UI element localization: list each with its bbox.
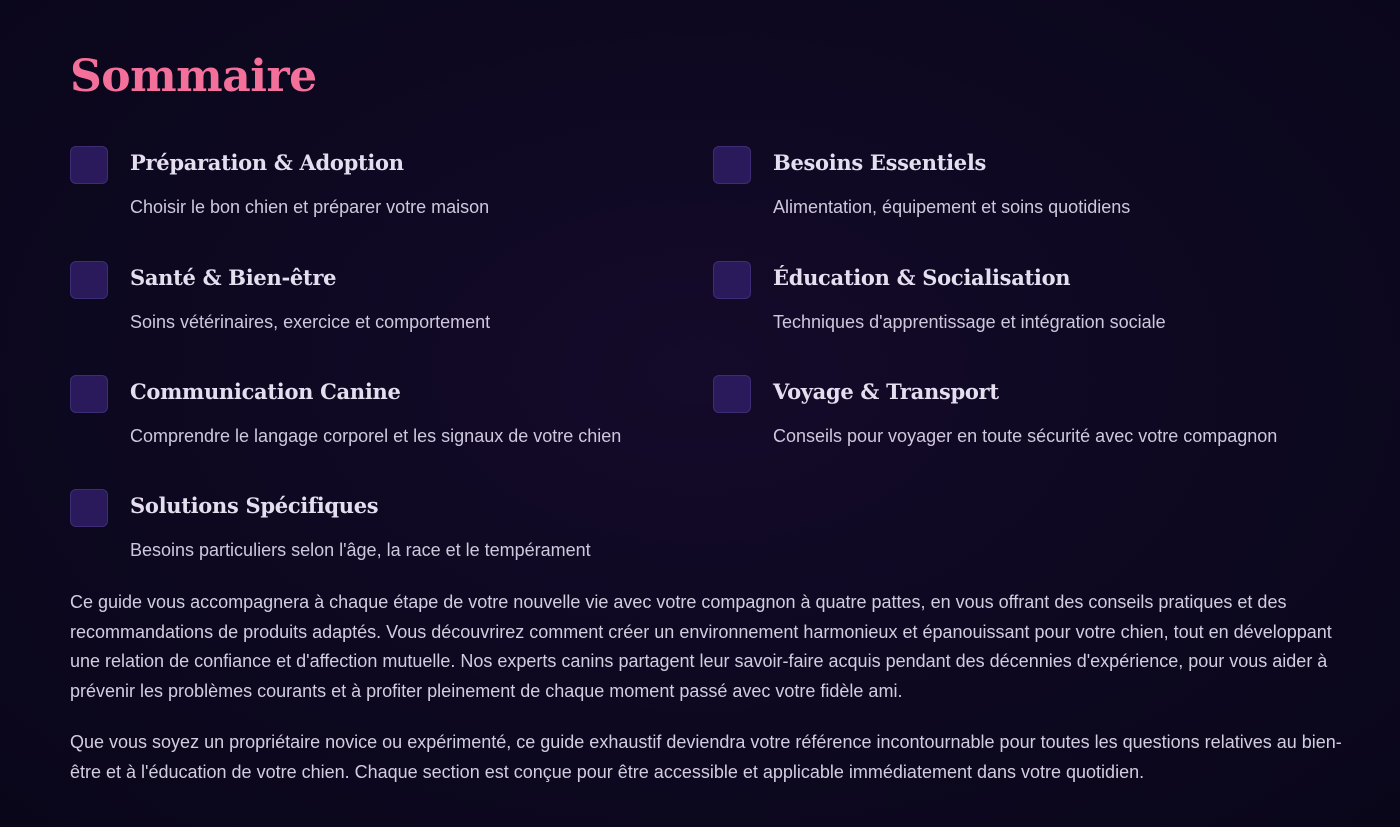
toc-item-title: Voyage & Transport — [773, 379, 999, 404]
toc-item-description: Soins vétérinaires, exercice et comportement — [130, 312, 491, 332]
toc-item-title: Préparation & Adoption — [130, 150, 404, 175]
checkbox[interactable] — [70, 489, 108, 527]
checkbox[interactable] — [713, 375, 751, 413]
checkbox[interactable] — [713, 146, 751, 184]
toc-item-preparation-adoption — [70, 146, 680, 236]
toc-item-description: Alimentation, équipement et soins quotidiens — [773, 197, 1131, 217]
toc-item-title: Communication Canine — [130, 379, 401, 404]
toc-item-title: Éducation & Socialisation — [773, 265, 1071, 290]
toc-item-description: Besoins particuliers selon l'âge, la race et le tempérament — [130, 540, 591, 560]
toc-item-education-socialisation — [713, 261, 1323, 351]
page-title: Sommaire — [70, 51, 317, 102]
toc-item-description: Choisir le bon chien et préparer votre maison — [130, 197, 490, 217]
toc-item-title: Solutions Spécifiques — [130, 493, 379, 518]
toc-item-description: Conseils pour voyager en toute sécurité avec votre compagnon — [773, 426, 1278, 446]
toc-item-title: Besoins Essentiels — [773, 150, 987, 175]
intro-paragraph: Ce guide vous accompagnera à chaque étape de votre nouvelle vie avec votre compagnon à quatre pattes, en vous offrant des conseils pratiques et des recommandations de produits adaptés. Vous découvrirez comment créer un environnement harmonieux et épanouissant pour votre chien, tout en développant une relation de confiance et d'affection mutuelle. Nos experts canins partagent leur savoir-faire acquis pendant des décennies d'expérience, pour vous aider à prévenir les problèmes courants et à profiter pleinement de chaque moment passé avec votre fidèle ami. — [70, 592, 1332, 701]
toc-item-sante-bien-etre — [70, 261, 680, 351]
checkbox[interactable] — [713, 261, 751, 299]
checkbox[interactable] — [70, 261, 108, 299]
checkbox[interactable] — [70, 375, 108, 413]
toc-item-description: Techniques d'apprentissage et intégration sociale — [773, 312, 1166, 332]
intro-paragraph: Que vous soyez un propriétaire novice ou expérimenté, ce guide exhaustif deviendra votre référence incontournable pour toutes les questions relatives au bien-être et à l'éducation de votre chien. Chaque section est conçue pour être accessible et applicable immédiatement dans votre quotidien. — [70, 732, 1342, 782]
toc-item-solutions-specifiques — [70, 489, 680, 579]
checkbox[interactable] — [70, 146, 108, 184]
toc-item-communication-canine — [70, 375, 680, 465]
toc-item-voyage-transport — [713, 375, 1323, 465]
toc-item-besoins-essentiels — [713, 146, 1323, 236]
toc-item-title: Santé & Bien-être — [130, 265, 337, 290]
toc-item-description: Comprendre le langage corporel et les signaux de votre chien — [130, 426, 622, 446]
